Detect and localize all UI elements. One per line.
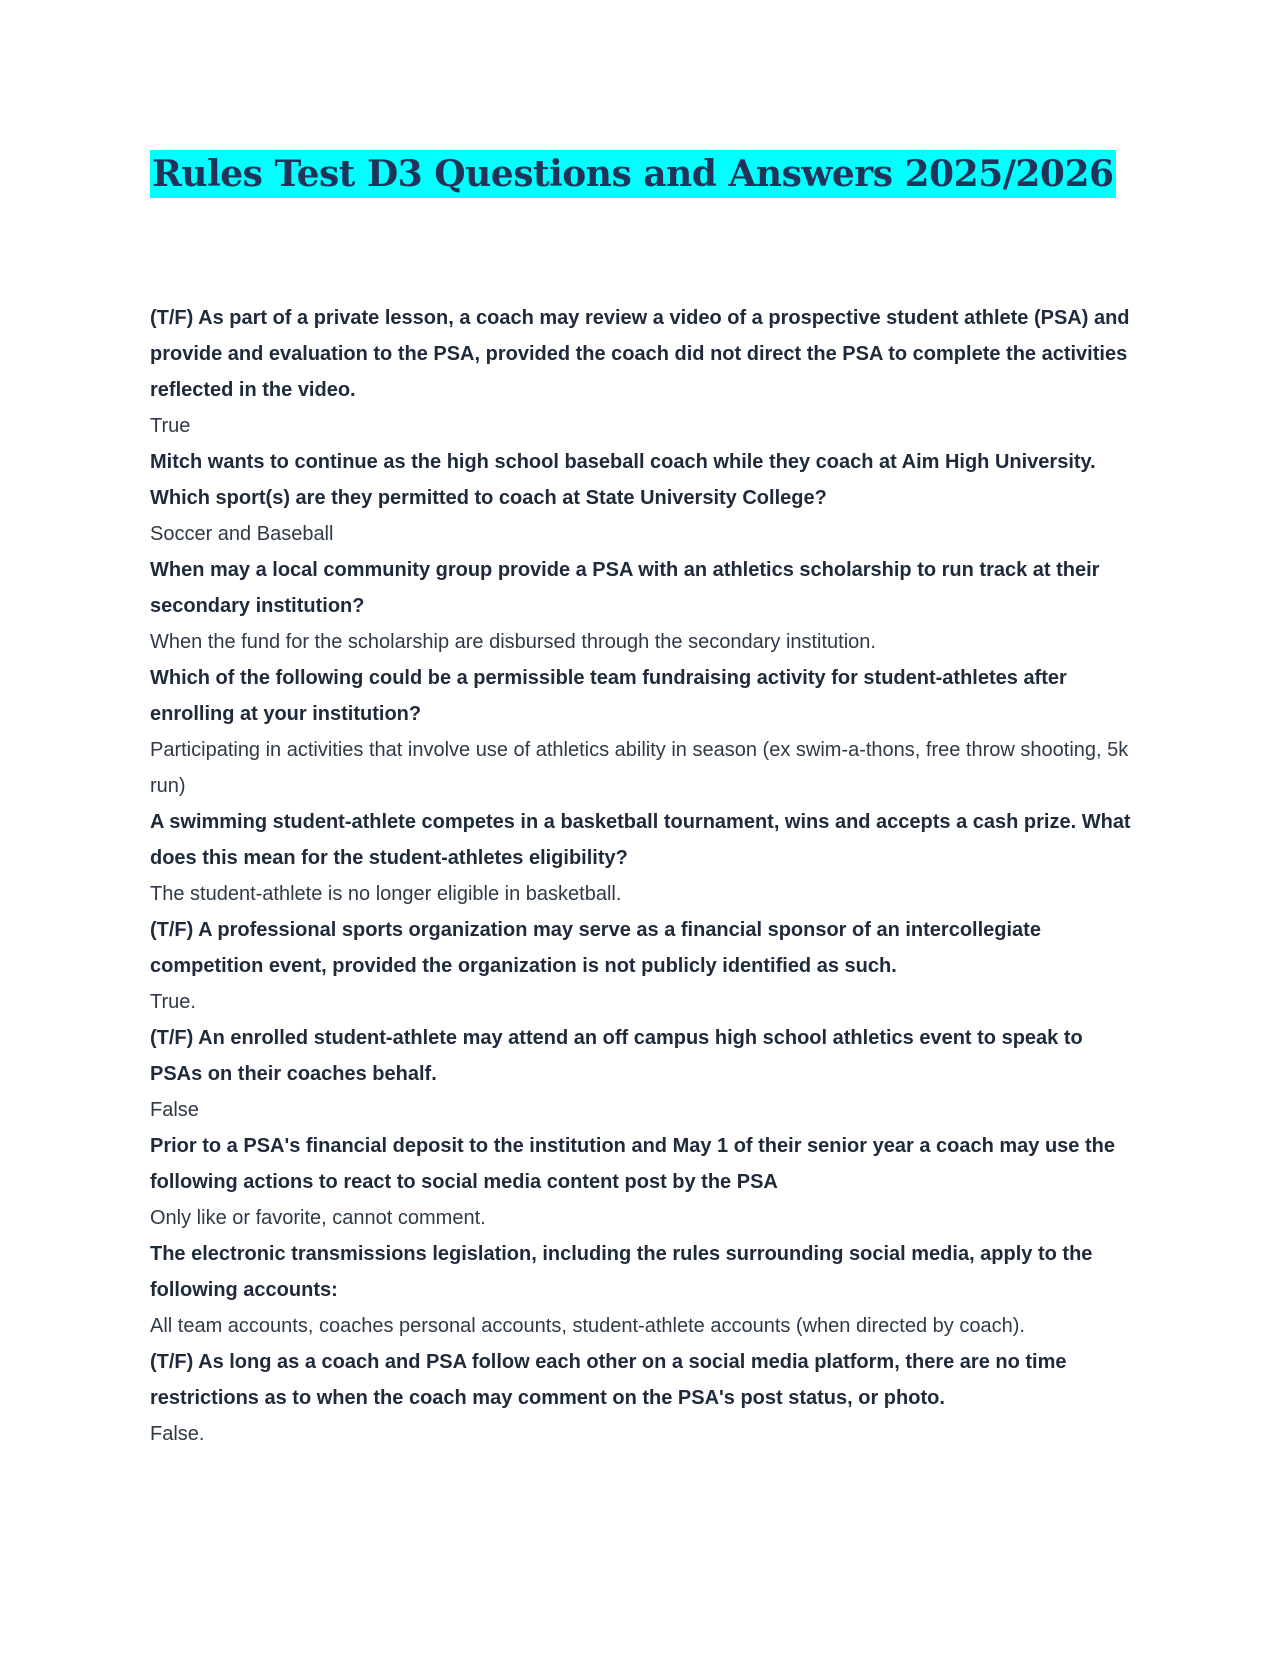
qa-item-6 <box>150 912 1140 1020</box>
qa-item-2 <box>150 444 1140 552</box>
qa-item-10 <box>150 1344 1140 1452</box>
qa-item-1 <box>150 300 1140 444</box>
answer-text: Soccer and Baseball <box>150 523 334 545</box>
qa-item-8 <box>150 1128 1140 1236</box>
question-text: (T/F) An enrolled student-athlete may attend an off campus high school athletics event to speak to PSAs on their coaches behalf. <box>150 1027 1083 1085</box>
question-text: (T/F) As long as a coach and PSA follow each other on a social media platform, there are no time restrictions as to when the coach may comment on the PSA's post status, or photo. <box>150 1351 1067 1409</box>
qa-item-3 <box>150 552 1140 660</box>
qa-item-9 <box>150 1236 1140 1344</box>
question-text: Which of the following could be a permissible team fundraising activity for student-athletes after enrolling at your institution? <box>150 667 1067 725</box>
answer-text: The student-athlete is no longer eligible in basketball. <box>150 883 622 905</box>
answer-text: When the fund for the scholarship are disbursed through the secondary institution. <box>150 631 876 653</box>
answer-text: False <box>150 1099 199 1121</box>
question-text: (T/F) A professional sports organization may serve as a financial sponsor of an intercollegiate competition event, provided the organization is not publicly identified as such. <box>150 919 1041 977</box>
answer-text: True <box>150 415 191 437</box>
document-title: Rules Test D3 Questions and Answers 2025/2026 <box>150 150 1116 198</box>
question-text: Mitch wants to continue as the high school baseball coach while they coach at Aim High University. Which sport(s) are they permitted to coach at State University College? <box>150 451 1096 509</box>
question-text: Prior to a PSA's financial deposit to the institution and May 1 of their senior year a coach may use the following actions to react to social media content post by the PSA <box>150 1135 1115 1193</box>
qa-item-5 <box>150 804 1140 912</box>
title-block <box>150 150 1116 198</box>
qa-item-4 <box>150 660 1140 804</box>
answer-text: Only like or favorite, cannot comment. <box>150 1207 486 1229</box>
answer-text: True. <box>150 991 196 1013</box>
question-text: When may a local community group provide a PSA with an athletics scholarship to run track at their secondary institution? <box>150 559 1100 617</box>
question-text: (T/F) As part of a private lesson, a coach may review a video of a prospective student athlete (PSA) and provide and evaluation to the PSA, provided the coach did not direct the PSA to complete the activities reflected in the video. <box>150 307 1130 401</box>
question-text: A swimming student-athlete competes in a basketball tournament, wins and accepts a cash prize. What does this mean for the student-athletes eligibility? <box>150 811 1131 869</box>
answer-text: False. <box>150 1423 205 1445</box>
qa-item-7 <box>150 1020 1140 1128</box>
qa-list <box>150 300 1140 1452</box>
answer-text: Participating in activities that involve use of athletics ability in season (ex swim-a-thons, free throw shooting, 5k run) <box>150 739 1129 797</box>
question-text: The electronic transmissions legislation, including the rules surrounding social media, apply to the following accounts: <box>150 1243 1093 1301</box>
answer-text: All team accounts, coaches personal accounts, student-athlete accounts (when directed by coach). <box>150 1315 1025 1337</box>
